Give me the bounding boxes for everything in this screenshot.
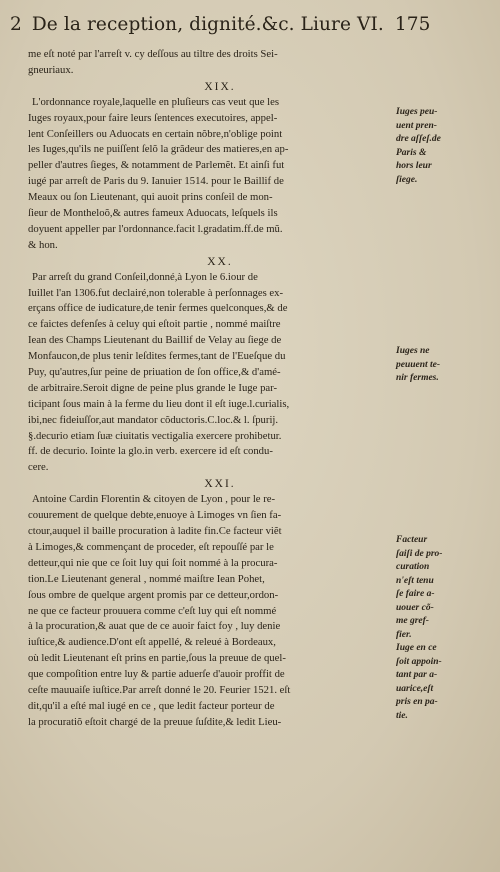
text-line: Antoine Cardin Florentin & citoyen de Lyon , pour le re- bbox=[32, 493, 276, 506]
text-line: la procuratiõ eſtoit chargé de la preuue ſuſdite,& ledit Lieu- bbox=[28, 715, 282, 728]
folio-number: 175 bbox=[394, 14, 431, 35]
text-line: lent Conſeillers ou Aduocats en certain nõbre,n'oblige point bbox=[28, 127, 283, 140]
margin-note bbox=[396, 106, 441, 187]
margin-note bbox=[396, 534, 442, 723]
text-line: Par arreſt du grand Conſeil,donné,à Lyon le 6.iour de bbox=[32, 270, 258, 283]
running-title: De la reception, dignité.&c. Liure VI. bbox=[31, 14, 384, 35]
margin-note-line: Facteur bbox=[396, 535, 428, 545]
margin-note-line: fier. bbox=[396, 629, 412, 640]
margin-note-line: tie. bbox=[396, 710, 408, 721]
margin-note-line: Iuges ne bbox=[396, 346, 430, 356]
text-line: Monfaucon,de plus tenir leſdites fermes,tant de l'Eueſque du bbox=[28, 350, 286, 363]
margin-note-line: peuuent te- bbox=[396, 359, 441, 370]
margin-note-line: Iuge en ce bbox=[396, 643, 437, 653]
section-heading: XX. bbox=[207, 255, 233, 268]
page-number: 2 bbox=[10, 14, 22, 35]
margin-note-line: uouer cõ- bbox=[396, 602, 434, 613]
text-line: peller d'autres ſieges, & notamment de Parlemẽt. Et ainſi fut bbox=[28, 159, 285, 172]
margin-note-line: ſoit appoin- bbox=[396, 656, 442, 667]
margin-note-line: n'eſt tenu bbox=[396, 575, 434, 586]
margin-note-line: Paris & bbox=[396, 147, 427, 158]
text-line: iugé par arreſt de Paris du 9. Ianuier 1514. pour le Baillif de bbox=[28, 175, 284, 188]
margin-note-line: nir fermes. bbox=[396, 373, 439, 383]
text-line: les Iuges,qu'ils ne puiſſent ſelõ la grãdeur des matieres,en ap- bbox=[28, 143, 289, 156]
text-line: ſieur de Montheloõ,& autres fameux Aduocats, leſquels ils bbox=[28, 207, 278, 220]
margin-note-line: dre aſſeſ.de bbox=[396, 134, 441, 144]
margin-note-line: uarice,eſt bbox=[396, 683, 434, 694]
margin-note-line: hors leur bbox=[396, 161, 432, 171]
text-line: cere. bbox=[28, 461, 49, 474]
text-line: doyuent appeller par l'ordonnance.facit l.gradatim.ff.de mũ. bbox=[28, 222, 283, 235]
text-line: de arbitraire.Seroit digne de peine plus grande le Iuge par- bbox=[28, 381, 278, 394]
margin-note-line: pris en pa- bbox=[396, 697, 438, 707]
text-line: ibi,nec fideiuſſor,aut mandator cõductoris.C.loc.& l. ſpurij. bbox=[28, 413, 279, 426]
text-line: & hon. bbox=[28, 238, 58, 251]
margin-note-line: tant par a- bbox=[396, 670, 438, 680]
margin-note-line: curation bbox=[396, 562, 430, 572]
margin-note-line: me gref- bbox=[396, 616, 429, 626]
margin-note-line: Iuges peu- bbox=[396, 107, 438, 117]
text-line: L'ordonnance royale,laquelle en pluſieurs cas veut que les bbox=[32, 95, 280, 108]
text-line: iuſtice,& audience.D'ont eſt appellé, & releué à Bordeaux, bbox=[28, 636, 276, 649]
text-line: ff. de decurio. Iointe la glo.in verb. exercere id eſt condu- bbox=[28, 445, 273, 458]
text-line: à la procuration,& auat que de ce auoir faict foy , luy denie bbox=[28, 620, 281, 633]
text-line: Iean des Champs Lieutenant du Baillif de Velay au ſiege de bbox=[28, 334, 282, 347]
text-line: ceſte mauuaiſe iuſtice.Par arreſt donné le 20. Feurier 1521. eſt bbox=[28, 683, 291, 696]
margin-note-line: uent pren- bbox=[396, 120, 437, 131]
text-line: §.decurio etiam ſuæ ciuitatis vectigalia exercere prohibetur. bbox=[28, 429, 282, 442]
text-line: ce faictes defenſes à celuy qui eſtoit partie , nommé maiſtre bbox=[28, 318, 281, 331]
text-line: que compoſition entre luy & partie aduerſe d'auoir proffit de bbox=[28, 668, 285, 681]
text-line: Iuillet l'an 1306.fut declairé,non tolerable à perſonnages ex- bbox=[28, 286, 284, 299]
text-line: tion.Le Lieutenant general , nommé maiſtre Iean Pohet, bbox=[28, 572, 265, 585]
running-header bbox=[10, 14, 488, 35]
text-line: dit,qu'il a eſté mal iugé en ce , que ledit facteur porteur de bbox=[28, 699, 275, 712]
margin-note-line: ſaiſi de pro- bbox=[396, 548, 443, 559]
margin-note bbox=[396, 345, 440, 386]
text-line: detteur,qui nie que ce ſoit luy qui ſoit nommé à la procura- bbox=[28, 556, 278, 569]
margin-note-line: ſiege. bbox=[396, 174, 418, 185]
text-line: où ledit Lieutenant eſt prins en partie,ſous la preuue de quel- bbox=[28, 652, 286, 665]
text-line: ſous ombre de quelque argent promis par ce detteur,ordon- bbox=[28, 588, 279, 601]
text-line: ne que ce facteur prouuera comme c'eſt luy qui eſt nommé bbox=[28, 604, 277, 617]
text-line: erçans office de iudicature,de tenir fermes quelconques,& de bbox=[28, 302, 288, 315]
text-line: gneuriaux. bbox=[28, 63, 74, 76]
text-line: ticipant ſous main à la ferme du lieu dont il eſt iuge.l.curialis, bbox=[28, 397, 290, 410]
text-line: Meaux ou ſon Lieutenant, qui auoit prins conſeil de mon- bbox=[28, 191, 273, 204]
main-text-column bbox=[28, 47, 390, 731]
text-line: à Limoges,& commençant de proceder, eſt repouſſé par le bbox=[28, 540, 274, 553]
text-line: couurement de quelque debte,enuoye à Limoges vn ſien fa- bbox=[28, 509, 282, 522]
section-heading: XIX. bbox=[204, 80, 236, 93]
text-line: Iuges royaux,pour faire leurs ſentences executoires, appel- bbox=[28, 111, 278, 124]
section-heading: XXI. bbox=[204, 478, 236, 491]
text-line: me eſt noté par l'arreſt v. cy deſſous au tiltre des droits Sei- bbox=[28, 48, 278, 60]
text-line: Puy, qu'autres,ſur peine de priuation de ſon office,& d'amé- bbox=[28, 366, 281, 379]
text-line: ctour,auquel il baille procuration à ladite fin.Ce facteur viẽt bbox=[28, 525, 282, 538]
margin-note-line: ſe faire a- bbox=[396, 589, 435, 599]
